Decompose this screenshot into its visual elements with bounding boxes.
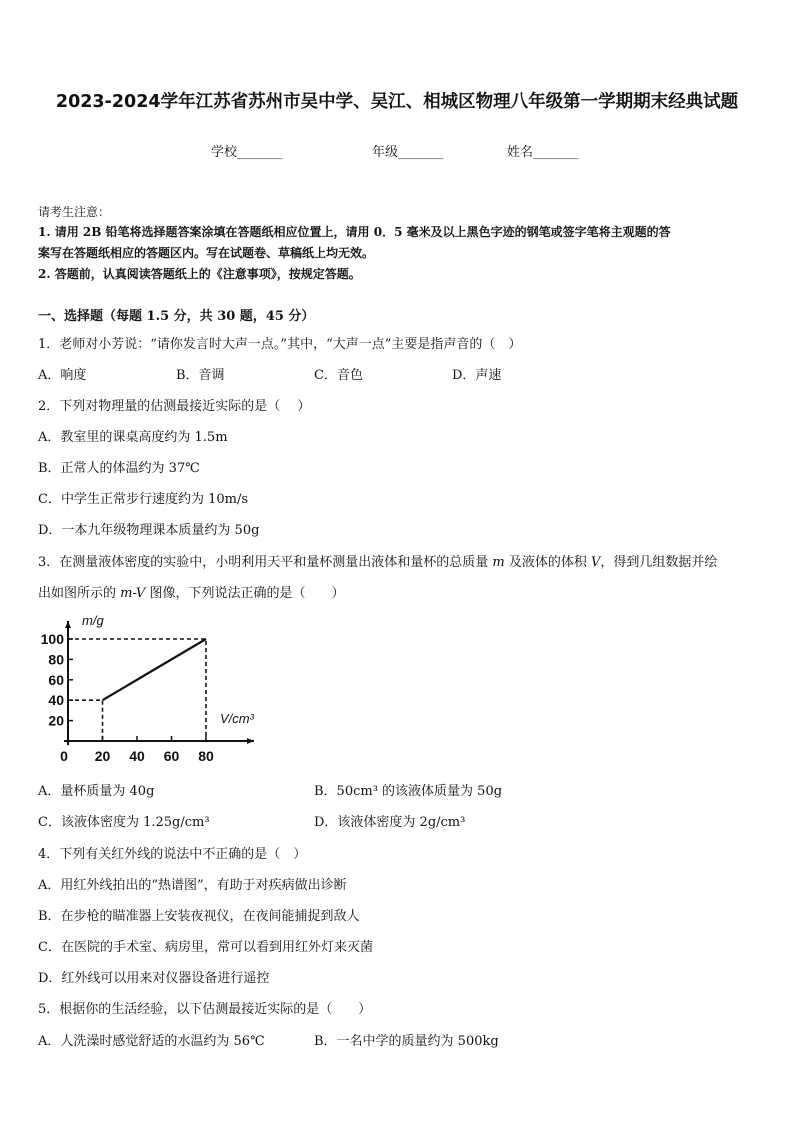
q4-option-b: B．在步枪的瞄准器上安装夜视仪，在夜间能捕捉到敌人: [38, 909, 360, 924]
y-tick-label: 80: [48, 651, 64, 668]
q3-stem-line1: [38, 551, 717, 570]
x-tick-label: 40: [129, 748, 145, 764]
q3-option-a: A．量杯质量为 40g: [38, 784, 155, 799]
q3-stem-line2: [38, 582, 344, 601]
q4-option-c: C．在医院的手术室、病房里，常可以看到用红外灯来灭菌: [38, 940, 373, 955]
q2-option-b: B．正常人的体温约为 37℃: [38, 461, 200, 476]
q5-option-a: A．人洗澡时感觉舒适的水温约为 56℃: [38, 1034, 265, 1049]
notice-line-1b: 案写在答题纸相应的答题区内。写在试题卷、草稿纸上均无效。: [38, 246, 375, 260]
q1-option-d: D．声速: [452, 368, 502, 383]
y-axis-label: m/g: [82, 613, 104, 628]
q3-stem-part2: 及液体的体积: [504, 555, 591, 570]
q2-option-c: C．中学生正常步行速度约为 10m/s: [38, 492, 248, 507]
q1-stem: 1．老师对小芳说：“请你发言时大声一点。”其中，“大声一点”主要是指声音的（ ）: [38, 337, 522, 352]
q1-option-a: A．响度: [38, 368, 87, 383]
exam-title: 2023-2024学年江苏省苏州市吴中学、吴江、相城区物理八年级第一学期期末经典试题: [55, 92, 739, 112]
q4-stem: 4．下列有关红外线的说法中不正确的是（ ）: [38, 847, 307, 862]
q2-stem: 2．下列对物理量的估测最接近实际的是（ ）: [38, 399, 311, 414]
q3-stem-line2-b: 图像，下列说法正确的是（ ）: [145, 586, 345, 601]
q5-stem: 5．根据你的生活经验，以下估测最接近实际的是（ ）: [38, 1002, 372, 1017]
q2-option-d: D．一本九年级物理课本质量约为 50g: [38, 523, 260, 538]
q4-option-d: D．红外线可以用来对仪器设备进行遥控: [38, 971, 270, 986]
x-tick-label: 0: [60, 748, 68, 764]
guide-line: [68, 700, 103, 741]
notice-line-2: 2. 答题前，认真阅读答题纸上的《注意事项》，按规定答题。: [38, 267, 361, 281]
q4-option-a: A．用红外线拍出的“热谱图”，有助于对疾病做出诊断: [38, 878, 347, 893]
q3-stem-line2-a: 出如图所示的: [38, 586, 121, 601]
y-tick-label: 20: [48, 712, 64, 729]
q5-option-b: B．一名中学的质量约为 500kg: [314, 1034, 499, 1049]
series-line: [103, 639, 207, 700]
grade-field: 年级_______: [372, 145, 444, 160]
q3-var-v: V: [591, 555, 601, 570]
q3-var-m: m: [492, 555, 505, 570]
q3-option-c: C．该液体密度为 1.25g/cm³: [38, 815, 210, 830]
q1-option-b: B．音调: [176, 368, 225, 383]
x-axis-label: V/cm³: [220, 711, 254, 726]
x-tick-label: 60: [163, 748, 180, 764]
x-tick-label: 80: [198, 748, 214, 764]
q3-stem-part3: ，得到几组数据并绘: [600, 555, 718, 570]
x-axis-arrow: [247, 738, 254, 744]
school-field: 学校_______: [211, 145, 283, 160]
q2-option-a: A．教室里的课桌高度约为 1.5m: [38, 430, 228, 445]
y-axis-arrow: [65, 621, 71, 628]
y-tick-label: 100: [40, 631, 64, 647]
y-tick-label: 40: [48, 692, 64, 709]
y-tick-label: 60: [48, 671, 64, 688]
graph-layer: [41, 613, 255, 764]
x-tick-label: 20: [94, 748, 111, 764]
section-title: 一、选择题（每题 1.5 分，共 30 题，45 分）: [38, 309, 315, 324]
guide-line: [68, 639, 206, 741]
q3-stem-part1: 3．在测量液体密度的实验中，小明利用天平和量杯测量出液体和量杯的总质量: [38, 555, 493, 570]
name-field: 姓名_______: [507, 145, 579, 160]
q3-option-b: B．50cm³ 的该液体质量为 50g: [314, 784, 503, 799]
mv-graph: [36, 608, 276, 768]
q3-option-d: D．该液体密度为 2g/cm³: [314, 815, 466, 830]
notice-heading: 请考生注意：: [38, 205, 111, 219]
q3-var-mv: m-V: [120, 586, 146, 601]
q1-option-c: C．音色: [314, 368, 363, 383]
notice-line-1: 1. 请用 2B 铅笔将选择题答案涂填在答题纸相应位置上，请用 0．5 毫米及以上黑色字迹的钢笔或签字笔将主观题的答: [38, 225, 671, 239]
